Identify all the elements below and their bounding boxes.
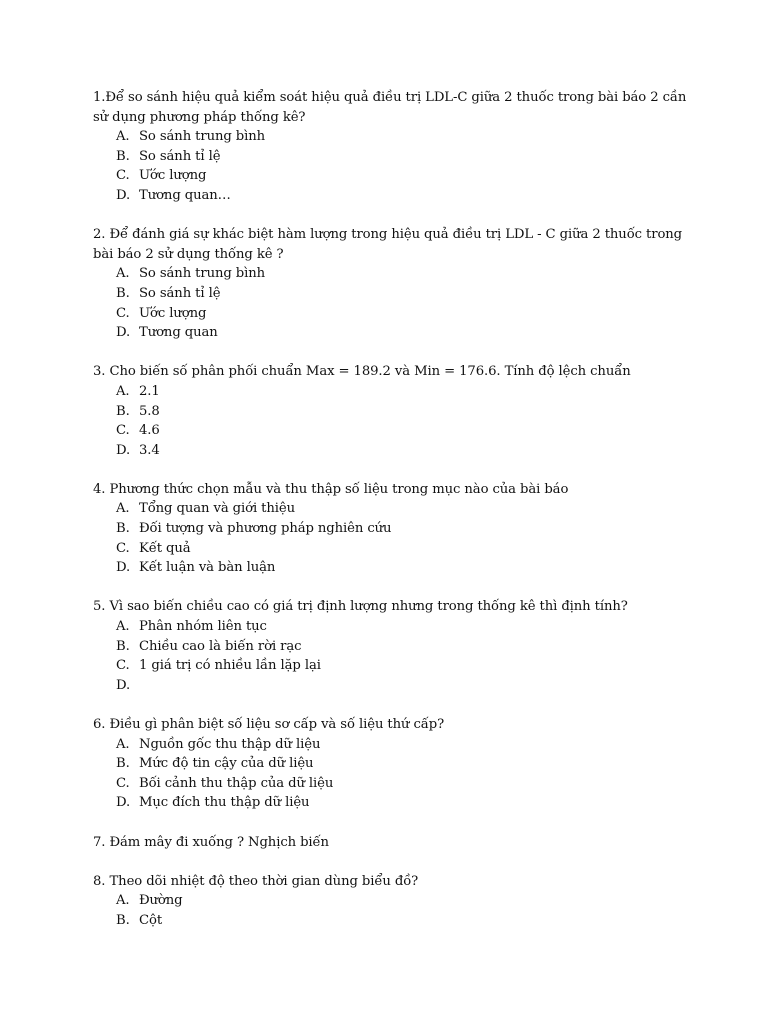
option-list bbox=[93, 735, 693, 813]
option-a bbox=[93, 382, 693, 402]
option-c bbox=[93, 539, 693, 559]
option-list bbox=[93, 891, 693, 930]
option-d bbox=[93, 323, 693, 343]
option-letter: D. bbox=[116, 560, 131, 576]
option-c bbox=[93, 166, 693, 186]
option-text: Tương quan bbox=[139, 325, 218, 341]
option-letter: C. bbox=[116, 168, 130, 184]
option-letter: A. bbox=[116, 501, 130, 517]
question-1 bbox=[93, 88, 693, 206]
option-text: Mục đích thu thập dữ liệu bbox=[139, 795, 310, 811]
option-text: 1 giá trị có nhiều lần lặp lại bbox=[139, 658, 321, 674]
option-text: 2.1 bbox=[139, 383, 160, 399]
option-letter: D. bbox=[116, 325, 131, 341]
option-letter: B. bbox=[116, 285, 130, 301]
option-text: Kết quả bbox=[139, 540, 191, 556]
option-c bbox=[93, 656, 693, 676]
option-list bbox=[93, 127, 693, 205]
option-text: Kết luận và bàn luận bbox=[139, 560, 276, 576]
option-text: So sánh trung bình bbox=[139, 129, 266, 145]
option-b bbox=[93, 911, 693, 931]
option-a bbox=[93, 499, 693, 519]
option-letter: C. bbox=[116, 775, 130, 791]
question-5 bbox=[93, 597, 693, 695]
question-text: 4. Phương thức chọn mẫu và thu thập số liệu trong mục nào của bài báo bbox=[93, 481, 569, 497]
option-letter: B. bbox=[116, 912, 130, 928]
question-7 bbox=[93, 833, 693, 853]
option-letter: C. bbox=[116, 540, 130, 556]
option-letter: B. bbox=[116, 403, 130, 419]
document-page bbox=[93, 88, 693, 950]
option-d bbox=[93, 441, 693, 461]
option-text: Chiều cao là biến rời rạc bbox=[139, 638, 302, 654]
option-text: Mức độ tin cậy của dữ liệu bbox=[139, 756, 314, 772]
question-text: 2. Để đánh giá sự khác biệt hàm lượng trong hiệu quả điều trị LDL - C giữa 2 thuốc trong bài báo 2 sử dụng thống kê ? bbox=[93, 227, 683, 262]
option-text: Tương quan… bbox=[139, 187, 231, 203]
option-text: Tổng quan và giới thiệu bbox=[139, 501, 295, 517]
option-letter: A. bbox=[116, 129, 130, 145]
question-6 bbox=[93, 715, 693, 813]
option-list bbox=[93, 499, 693, 577]
option-letter: B. bbox=[116, 756, 130, 772]
option-text: Đối tượng và phương pháp nghiên cứu bbox=[139, 521, 392, 537]
question-text: 8. Theo dõi nhiệt độ theo thời gian dùng biểu đồ? bbox=[93, 873, 419, 889]
option-a bbox=[93, 735, 693, 755]
option-letter: C. bbox=[116, 305, 130, 321]
option-letter: A. bbox=[116, 893, 130, 909]
option-c bbox=[93, 774, 693, 794]
option-b bbox=[93, 637, 693, 657]
option-letter: B. bbox=[116, 638, 130, 654]
option-a bbox=[93, 891, 693, 911]
option-text: 3.4 bbox=[139, 442, 160, 458]
option-d bbox=[93, 558, 693, 578]
option-text: 5.8 bbox=[139, 403, 160, 419]
option-a bbox=[93, 617, 693, 637]
option-d bbox=[93, 676, 693, 696]
option-letter: A. bbox=[116, 619, 130, 635]
option-a bbox=[93, 264, 693, 284]
option-text: Đường bbox=[139, 893, 183, 909]
option-b bbox=[93, 402, 693, 422]
option-text: Phân nhóm liên tục bbox=[139, 619, 267, 635]
option-letter: B. bbox=[116, 521, 130, 537]
question-3 bbox=[93, 362, 693, 460]
option-d bbox=[93, 793, 693, 813]
option-text: 4.6 bbox=[139, 423, 160, 439]
option-letter: C. bbox=[116, 658, 130, 674]
option-text: Bối cảnh thu thập của dữ liệu bbox=[139, 775, 334, 791]
option-letter: D. bbox=[116, 442, 131, 458]
option-letter: D. bbox=[116, 795, 131, 811]
option-text: Cột bbox=[139, 912, 163, 928]
question-text: 3. Cho biến số phân phối chuẩn Max = 189.2 và Min = 176.6. Tính độ lệch chuẩn bbox=[93, 364, 631, 380]
question-text: 5. Vì sao biến chiều cao có giá trị định lượng nhưng trong thống kê thì định tính? bbox=[93, 599, 628, 615]
option-b bbox=[93, 754, 693, 774]
option-b bbox=[93, 519, 693, 539]
option-text: Ước lượng bbox=[139, 168, 207, 184]
option-letter: D. bbox=[116, 677, 131, 693]
question-text: 7. Đám mây đi xuống ? Nghịch biến bbox=[93, 834, 329, 850]
question-text: 1.Để so sánh hiệu quả kiểm soát hiệu quả điều trị LDL-C giữa 2 thuốc trong bài báo 2 cần sử dụng phương pháp thống kê? bbox=[93, 90, 687, 125]
option-list bbox=[93, 382, 693, 460]
option-letter: A. bbox=[116, 736, 130, 752]
option-letter: A. bbox=[116, 266, 130, 282]
option-list bbox=[93, 617, 693, 695]
option-text: So sánh trung bình bbox=[139, 266, 266, 282]
question-8 bbox=[93, 872, 693, 931]
option-b bbox=[93, 284, 693, 304]
option-letter: A. bbox=[116, 383, 130, 399]
option-text: So sánh tỉ lệ bbox=[139, 285, 221, 301]
question-4 bbox=[93, 480, 693, 578]
question-2 bbox=[93, 225, 693, 343]
option-text: Nguồn gốc thu thập dữ liệu bbox=[139, 736, 321, 752]
option-b bbox=[93, 147, 693, 167]
option-text: Ước lượng bbox=[139, 305, 207, 321]
option-text: So sánh tỉ lệ bbox=[139, 148, 221, 164]
option-letter: C. bbox=[116, 423, 130, 439]
option-letter: D. bbox=[116, 187, 131, 203]
option-d bbox=[93, 186, 693, 206]
option-list bbox=[93, 264, 693, 342]
option-c bbox=[93, 421, 693, 441]
option-c bbox=[93, 304, 693, 324]
question-text: 6. Điều gì phân biệt số liệu sơ cấp và số liệu thứ cấp? bbox=[93, 717, 445, 732]
option-letter: B. bbox=[116, 148, 130, 164]
option-a bbox=[93, 127, 693, 147]
